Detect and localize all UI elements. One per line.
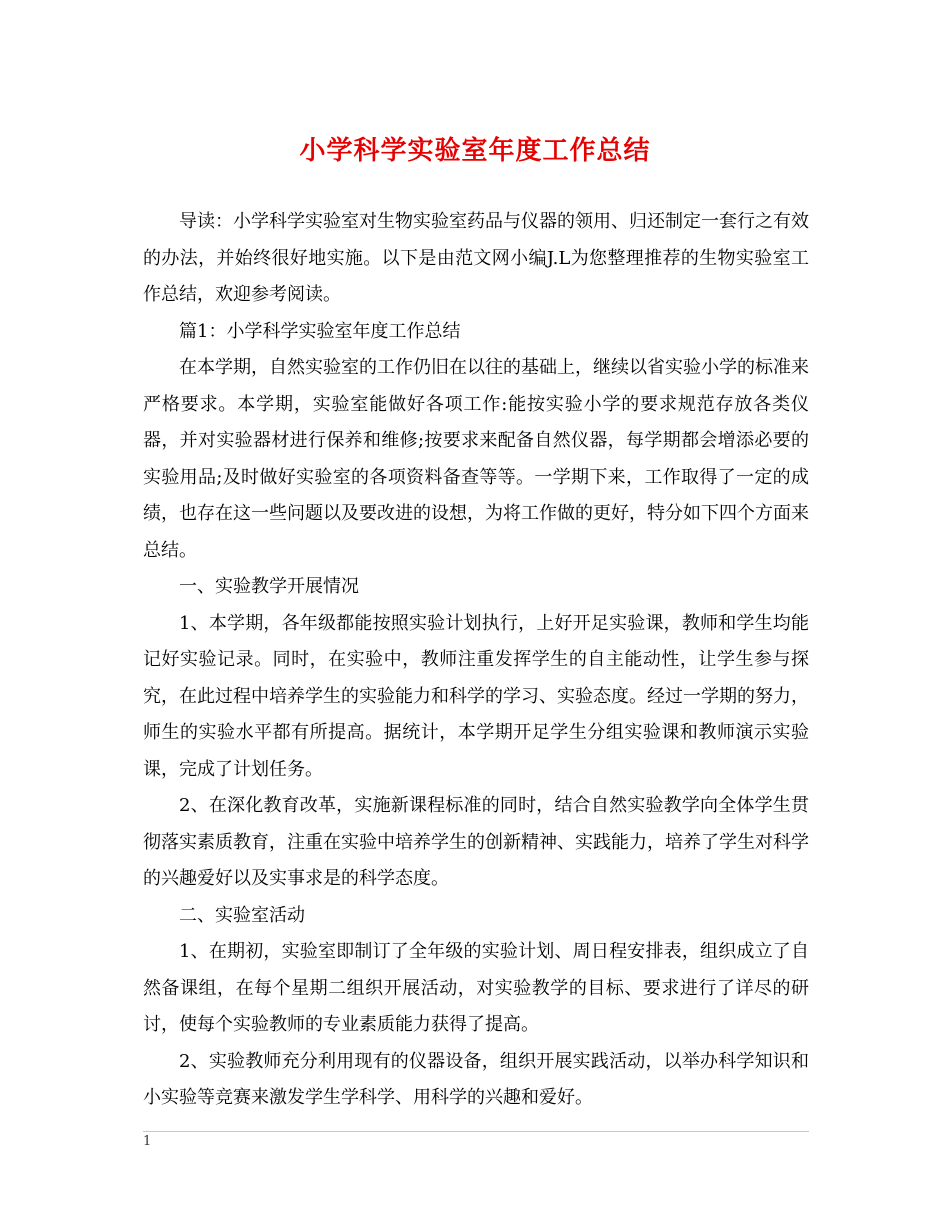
paragraph: 2、实验教师充分利用现有的仪器设备，组织开展实践活动，以举办科学知识和小实验等竞赛来激发学生学科学、用科学的兴趣和爱好。 (143, 1050, 809, 1108)
paragraph: 在本学期，自然实验室的工作仍旧在以往的基础上，继续以省实验小学的标准来严格要求。本学期，实验室能做好各项工作:能按实验小学的要求规范存放各类仪器，并对实验器材进行保养和维修;按要求来配备自然仪器，每学期都会增添必要的实验用品;及时做好实验室的各项资料备查等等。一学期下来，工作取得了一定的成绩，也存在这一些问题以及要改进的设想，为将工作做的更好，特分如下四个方面来总结。 (143, 357, 809, 561)
paragraph-subheading: 一、实验教学开展情况 (179, 576, 359, 597)
document-body (143, 204, 809, 1117)
footer-divider (143, 1131, 809, 1132)
paragraph: 1、在期初，实验室即制订了全年级的实验计划、周日程安排表，组织成立了自然备课组，在每个星期二组织开展活动，对实验教学的目标、要求进行了详尽的研讨，使每个实验教师的专业素质能力获得了提高。 (143, 941, 809, 1035)
paragraph: 1、本学期，各年级都能按照实验计划执行，上好开足实验课，教师和学生均能记好实验记录。同时，在实验中，教师注重发挥学生的自主能动性，让学生参与探究，在此过程中培养学生的实验能力和科学的学习、实验态度。经过一学期的努力，师生的实验水平都有所提高。据统计，本学期开足学生分组实验课和教师演示实验课，完成了计划任务。 (143, 612, 809, 780)
page-number: 1 (143, 1134, 152, 1149)
paragraph-subheading: 二、实验室活动 (179, 904, 305, 926)
paragraph: 2、在深化教育改革，实施新课程标准的同时，结合自然实验教学向全体学生贯彻落实素质教育，注重在实验中培养学生的创新精神、实践能力，培养了学生对科学的兴趣爱好以及实事求是的科学态度。 (143, 795, 809, 889)
document-title: 小学科学实验室年度工作总结 (299, 136, 651, 166)
paragraph-section-heading: 篇1：小学科学实验室年度工作总结 (179, 320, 461, 342)
paragraph-intro: 导读：小学科学实验室对生物实验室药品与仪器的领用、归还制定一套行之有效的办法，并始终很好地实施。以下是由范文网小编J.L为您整理推荐的生物实验室工作总结，欢迎参考阅读。 (143, 211, 809, 305)
